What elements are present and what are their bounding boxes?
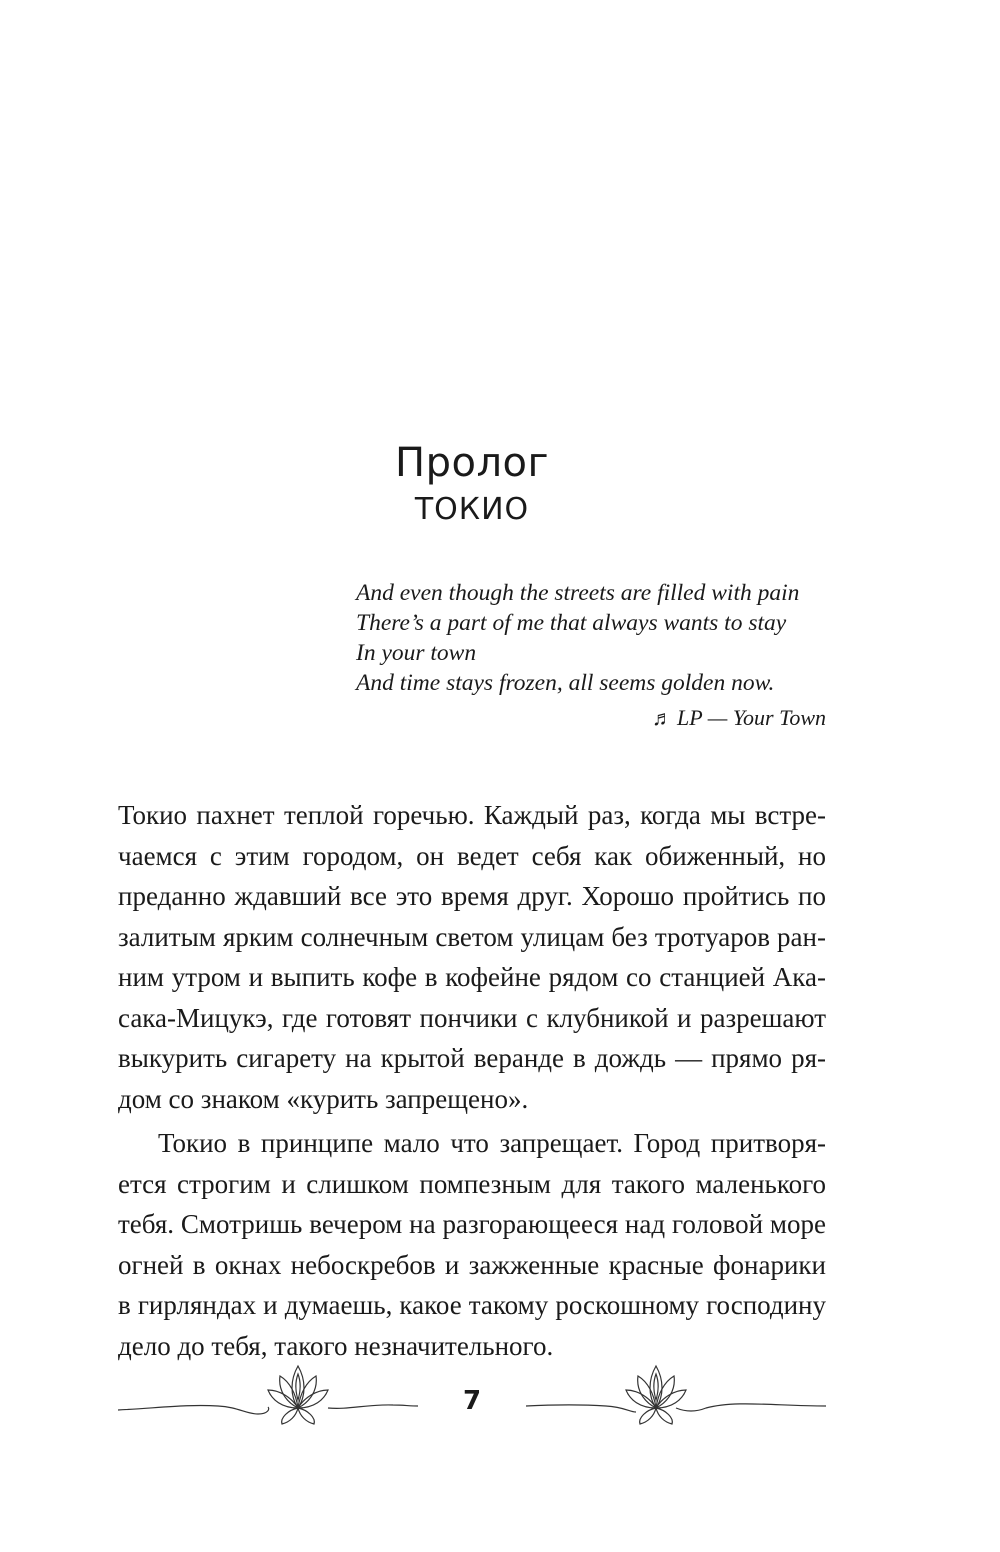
epigraph-line: There’s a part of me that always wants to stay — [356, 610, 787, 636]
footer-ornament-right — [526, 1360, 826, 1440]
chapter-subtitle: ТОКИО — [414, 492, 530, 527]
epigraph-line: In your town — [356, 640, 477, 666]
chapter-title: Пролог — [395, 440, 549, 486]
epigraph-line: And time stays frozen, all seems golden now. — [356, 670, 775, 696]
body-text — [118, 795, 826, 1366]
epigraph-source — [356, 703, 826, 733]
page-footer — [118, 1360, 826, 1440]
paragraph: Токио в принципе мало что запрещает. Город притворяется строгим и слишком помпезным для такого маленького тебя. Смотришь вечером на разгорающееся над головой море огней в окнах небоскребов и зажженные красные фонарики в гирляндах и думаешь, какое такому роскошному господину дело до тебя, такого незначительного. — [118, 1128, 826, 1361]
paragraph: Токио пахнет теплой горечью. Каждый раз, когда мы встречаемся с этим городом, он ведет себя как обиженный, но преданно ждавший все это время друг. Хорошо пройтись по залитым ярким солнечным светом улицам без тротуаров ранним утром и выпить кофе в кофейне рядом со станцией Акасака-Мицукэ, где готовят пончики с клубникой и разрешают выкурить сигарету на крытой веранде в дождь — прямо рядом со знаком «курить запрещено». — [118, 800, 826, 1114]
page-number: 7 — [462, 1386, 482, 1416]
lotus-icon — [626, 1366, 686, 1424]
epigraph-source-text: LP — Your Town — [676, 705, 826, 730]
epigraph-line: And even though the streets are filled with pain — [356, 580, 800, 606]
epigraph — [356, 578, 826, 733]
music-note-icon: ♬ — [651, 706, 673, 730]
